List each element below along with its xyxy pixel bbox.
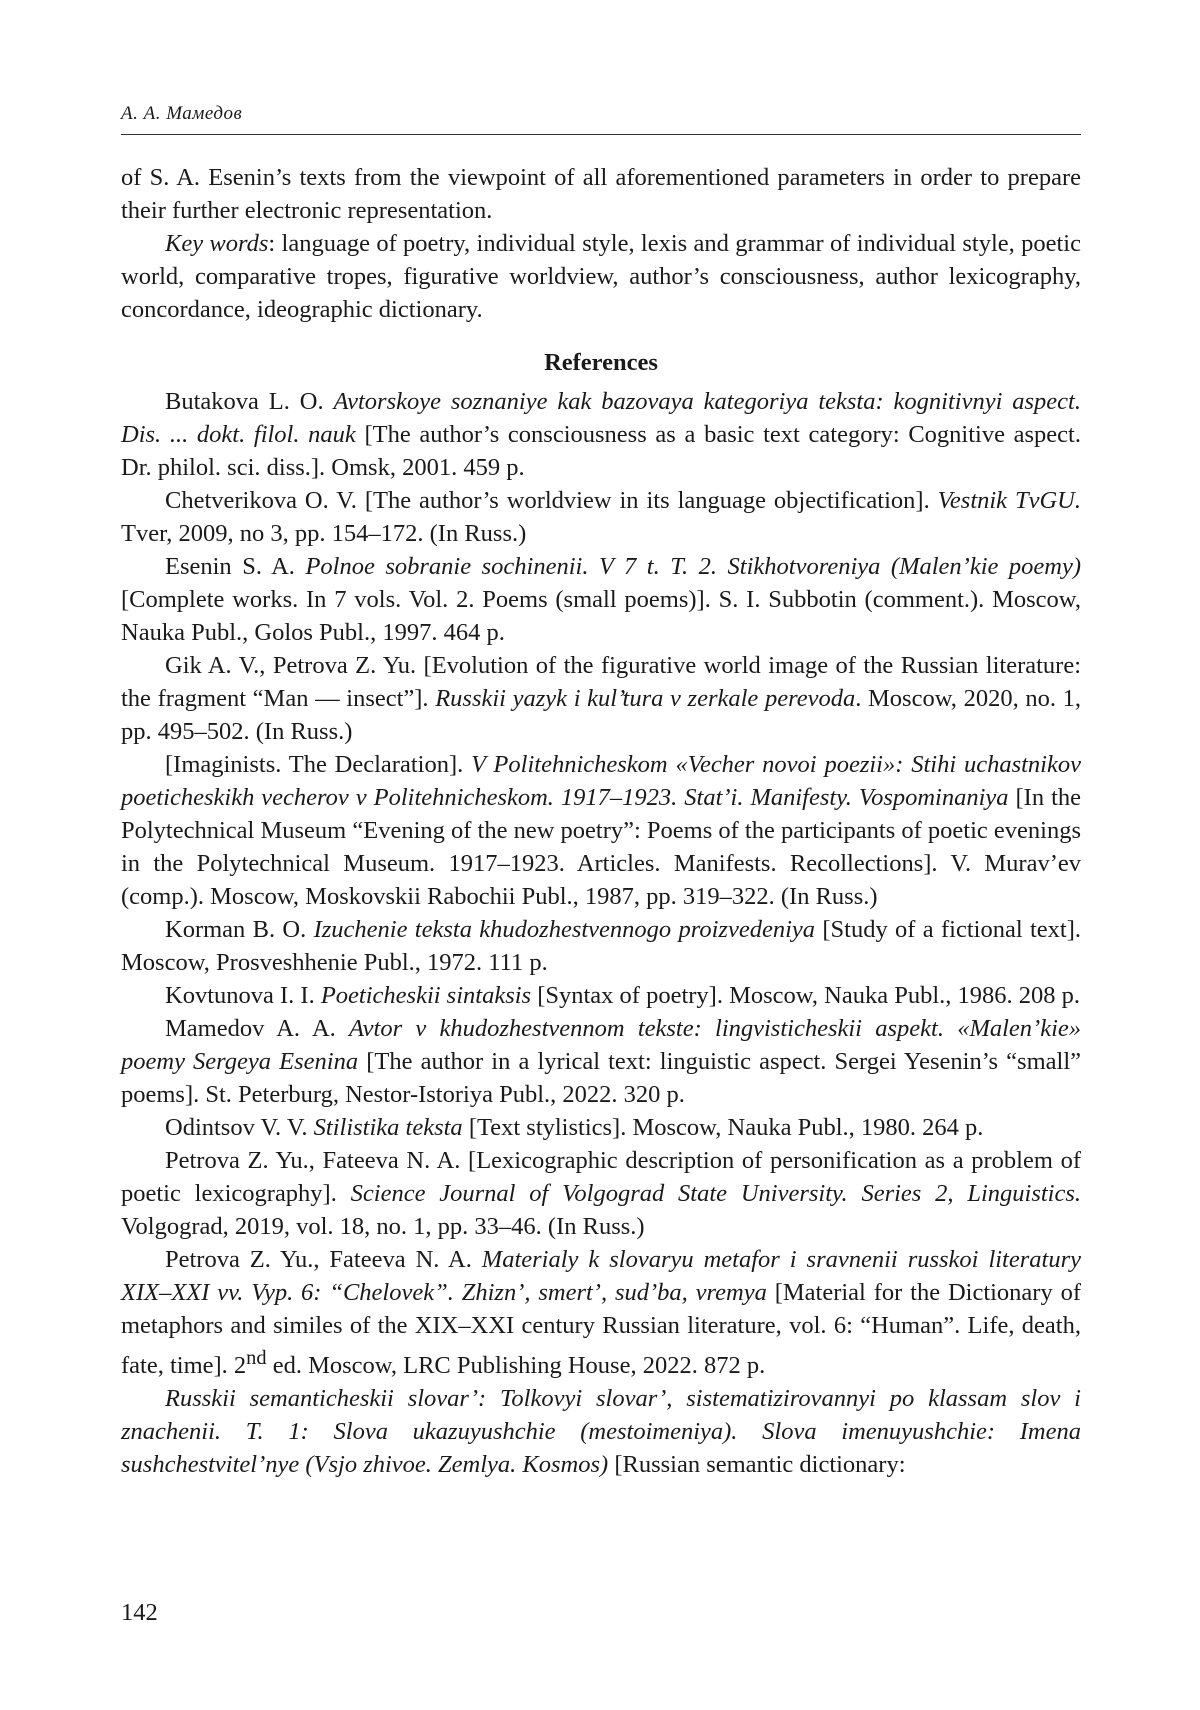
abstract-tail: of S. A. Esenin’s texts from the viewpoint of all aforementioned parameters in order to prepare their further electronic representation. <box>121 164 1081 224</box>
page-number: 142 <box>121 1599 158 1626</box>
reference-entry: Chetverikova O. V. [The author’s worldview in its language objectification]. Vestnik TvGU. Tver, 2009, no 3, pp. 154–172. (In Russ.) <box>121 487 1081 547</box>
reference-entry: Odintsov V. V. Stilistika teksta [Text stylistics]. Moscow, Nauka Publ., 1980. 264 p. <box>165 1114 984 1141</box>
reference-entry: Butakova L. O. Avtorskoye soznaniye kak bazovaya kategoriya teksta: kognitivnyi aspect. Dis. ... dokt. filol. nauk [The author’s consciousness as a basic text category: Cognitive aspect. Dr. philol. sci. diss.]. Omsk, 2001. 459 p. <box>121 388 1081 481</box>
keywords-paragraph <box>121 227 1081 326</box>
references-title: References <box>544 349 658 376</box>
reference-entry: Petrova Z. Yu., Fateeva N. A. [Lexicographic description of personification as a problem of poetic lexicography]. Science Journal of Volgograd State University. Series 2, Linguistics. Volgograd, 2019, vol. 18, no. 1, pp. 33–46. (In Russ.) <box>121 1147 1081 1240</box>
reference-entry: Petrova Z. Yu., Fateeva N. A. Materialy k slovaryu metafor i sravnenii russkoi literatury XIX–XXI vv. Vyp. 6: “Chelovek”. Zhizn’, smert’, sud’ba, vremya [Material for the Dictionary of metaphors and similes of the XIX–XXI century Russian literature, vol. 6: “Human”. Life, death, fate, time]. 2nd ed. Moscow, LRC Publishing House, 2022. 872 p. <box>121 1246 1081 1380</box>
reference-entry: Gik A. V., Petrova Z. Yu. [Evolution of the figurative world image of the Russian literature: the fragment “Man — insect”]. Russkii yazyk i kul’tura v zerkale perevoda. Moscow, 2020, no. 1, pp. 495–502. (In Russ.) <box>121 652 1082 745</box>
running-head: А. А. Мамедов <box>121 103 243 124</box>
reference-entry: Esenin S. A. Polnoe sobranie sochinenii. V 7 t. T. 2. Stikhotvoreniya (Malen’kie poemy) [Complete works. In 7 vols. Vol. 2. Poems (small poems)]. S. I. Subbotin (comment.). Moscow, Nauka Publ., Golos Publ., 1997. 464 p. <box>121 553 1081 646</box>
reference-entry: [Imaginists. The Declaration]. V Politehnicheskom «Vecher novoi poezii»: Stihi uchastnikov poeticheskikh vecherov v Politehnicheskom. 1917–1923. Stat’i. Manifesty. Vospominaniya [In the Polytechnical Museum “Evening of the new poetry”: Poems of the participants of poetic evenings in the Polytechnical Museum. 1917–1923. Articles. Manifests. Recollections]. V. Murav’ev (comp.). Moscow, Moskovskii Rabochii Publ., 1987, pp. 319–322. (In Russ.) <box>121 751 1082 910</box>
reference-entry: Mamedov A. A. Avtor v khudozhestvennom tekste: lingvisticheskii aspekt. «Malen’kie» poemy Sergeya Esenina [The author in a lyrical text: linguistic aspect. Sergei Yesenin’s “small” poems]. St. Peterburg, Nestor-Istoriya Publ., 2022. 320 p. <box>121 1015 1082 1108</box>
keywords-text: : language of poetry, individual style, lexis and grammar of individual style, poetic world, comparative tropes, figurative worldview, author’s consciousness, author lexicography, concordance, ideographic dictionary. <box>121 230 1081 323</box>
keywords-label: Key words <box>165 230 269 257</box>
reference-entry: Kovtunova I. I. Poeticheskii sintaksis [Syntax of poetry]. Moscow, Nauka Publ., 1986. 208 p. <box>165 982 1080 1009</box>
page-body <box>121 161 1081 1481</box>
reference-entry: Korman B. O. Izuchenie teksta khudozhestvennogo proizvedeniya [Study of a fictional text]. Moscow, Prosveshhenie Publ., 1972. 111 p. <box>121 916 1082 976</box>
header-rule <box>121 134 1081 135</box>
reference-entry: Russkii semanticheskii slovar’: Tolkovyi slovar’, sistematizirovannyi po klassam slov i znachenii. T. 1: Slova ukazuyushchie (mestoimeniya). Slova imenuyushchie: Imena sushchestvitel’nye (Vsjo zhivoe. Zemlya. Kosmos) [Russian semantic dictionary: <box>121 1385 1081 1479</box>
